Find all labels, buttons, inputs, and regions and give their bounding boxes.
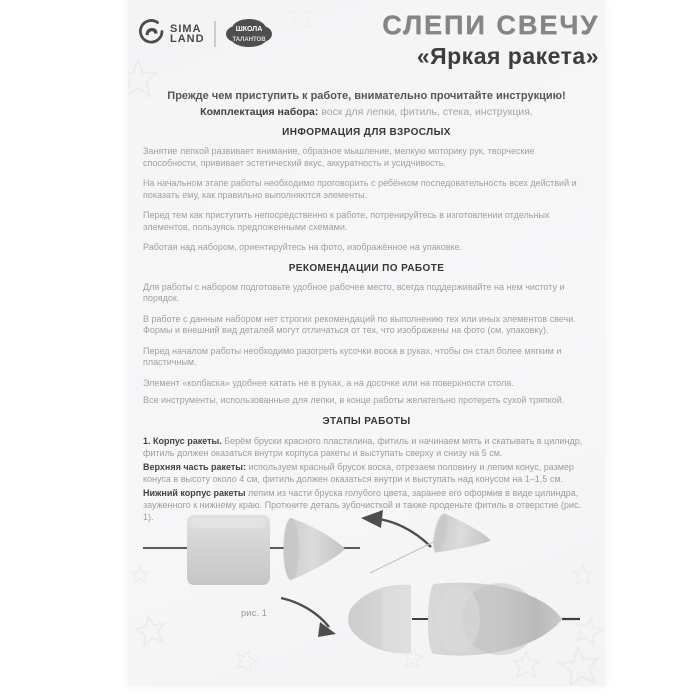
intro-warning: Прежде чем приступить к работе, внимательно прочитайте инструкцию! <box>167 90 566 102</box>
arrow-down-right <box>281 598 336 637</box>
instruction-sheet <box>128 0 605 686</box>
step-text: лепим из части бруска голубого цвета, заранее его оформив в виде цилиндра, зауженного к нижнему краю. Проткните деталь зубочисткой и также проденьте фитиль в отверстие (рис. 1). <box>143 487 581 522</box>
section-recommendations <box>128 282 605 407</box>
sima-land-wordmark: SIMA LAND <box>170 23 205 45</box>
step-lead: Верхняя часть ракеты: <box>143 461 246 472</box>
rocket-nose-cone <box>283 518 345 580</box>
figure-1-illustration <box>128 503 605 686</box>
paragraph: Перед началом работы необходимо разогреть кусочки воска в руках, чтобы он стал более мягким и пластичным. <box>143 345 562 367</box>
brand-divider <box>214 21 216 47</box>
step-rocket-body <box>143 435 590 459</box>
page-subtitle: «Яркая ракета» <box>416 43 599 69</box>
svg-text:ТАЛАНТОВ: ТАЛАНТОВ <box>232 37 266 43</box>
figure-caption: рис. 1 <box>241 608 267 619</box>
paragraph: Все инструменты, использованные для лепки, в конце работы желательно протереть сухой тряпкой. <box>143 395 565 405</box>
paragraph: Элемент «колбаска» удобнее катать не в руках, а на досочке или на поверхности стола. <box>143 377 514 388</box>
arrow-up-left <box>361 510 431 547</box>
step-text: Берём бруски красного пластилина, фитиль и начинаем мять и скатывать в цилиндр, фитиль должен оказаться внутри корпуса ракеты и выступать сверху и снизу на 5 см. <box>143 435 583 458</box>
title-block <box>382 10 599 69</box>
paragraph: На начальном этапе работы необходимо проговорить с ребёнком последовательность всех действий и показать ему, как правильно выполняются элементы. <box>143 178 577 200</box>
small-cone-piece <box>430 512 494 563</box>
step-text: используем красный брусок воска, отрезаем половину и лепим конус, размер конуса в высоту около 4 см, фитиль должен оказаться внутри и выступать над конусом на 1–1,5 см. <box>143 461 574 484</box>
sima-land-logo-icon <box>136 17 166 52</box>
paragraph: Работая над набором, ориентируйтесь на фото, изображённое на упаковке. <box>143 242 463 252</box>
lower-body-piece <box>348 585 411 654</box>
school-talents-badge <box>225 16 273 52</box>
paragraph: Для работы с набором подготовьте удобное рабочее место, всегда поддерживайте на нем чистоту и порядок. <box>143 281 565 303</box>
paragraph: Занятие лепкой развивает внимание, образное мышление, мелкую моторику рук, творческие способности, прививает эстетический вкус, аккуратность и усидчивость. <box>143 146 535 168</box>
kit-contents-items: воск для лепки, фитиль, стека, инструкция. <box>321 106 533 118</box>
section-heading-stages: ЭТАПЫ РАБОТЫ <box>322 415 411 427</box>
section-heading-adult-info: ИНФОРМАЦИЯ ДЛЯ ВЗРОСЛЫХ <box>282 127 451 138</box>
rocket-body-cylinder <box>187 515 270 585</box>
svg-text:ШКОЛА: ШКОЛА <box>235 26 262 33</box>
step-lead: Нижний корпус ракеты <box>143 487 246 498</box>
intro-block <box>128 90 605 118</box>
paragraph: Перед тем как приступить непосредственно к работе, потренируйтесь в изготовлении отдельных элементов, пользуясь предложенными схемами. <box>143 210 550 232</box>
header <box>128 0 605 88</box>
paragraph: В работе с данным набором нет строгих рекомендаций по выполнению тех или иных элементов свечи. Формы и внешний вид деталей могут отличаться от тех, что изображены на фото (см. упаковку). <box>143 313 576 335</box>
kit-contents-label: Комплектация набора: <box>200 106 319 118</box>
section-adult-info <box>128 146 605 254</box>
page-title: СЛЕПИ СВЕЧУ <box>382 10 599 40</box>
section-heading-recommendations: РЕКОМЕНДАЦИИ ПО РАБОТЕ <box>288 262 445 274</box>
kit-contents <box>143 106 590 118</box>
brand-row <box>136 16 273 52</box>
assembled-rocket-body <box>428 583 562 656</box>
step-lead: 1. Корпус ракеты. <box>143 435 222 446</box>
step-rocket-top <box>143 461 590 485</box>
